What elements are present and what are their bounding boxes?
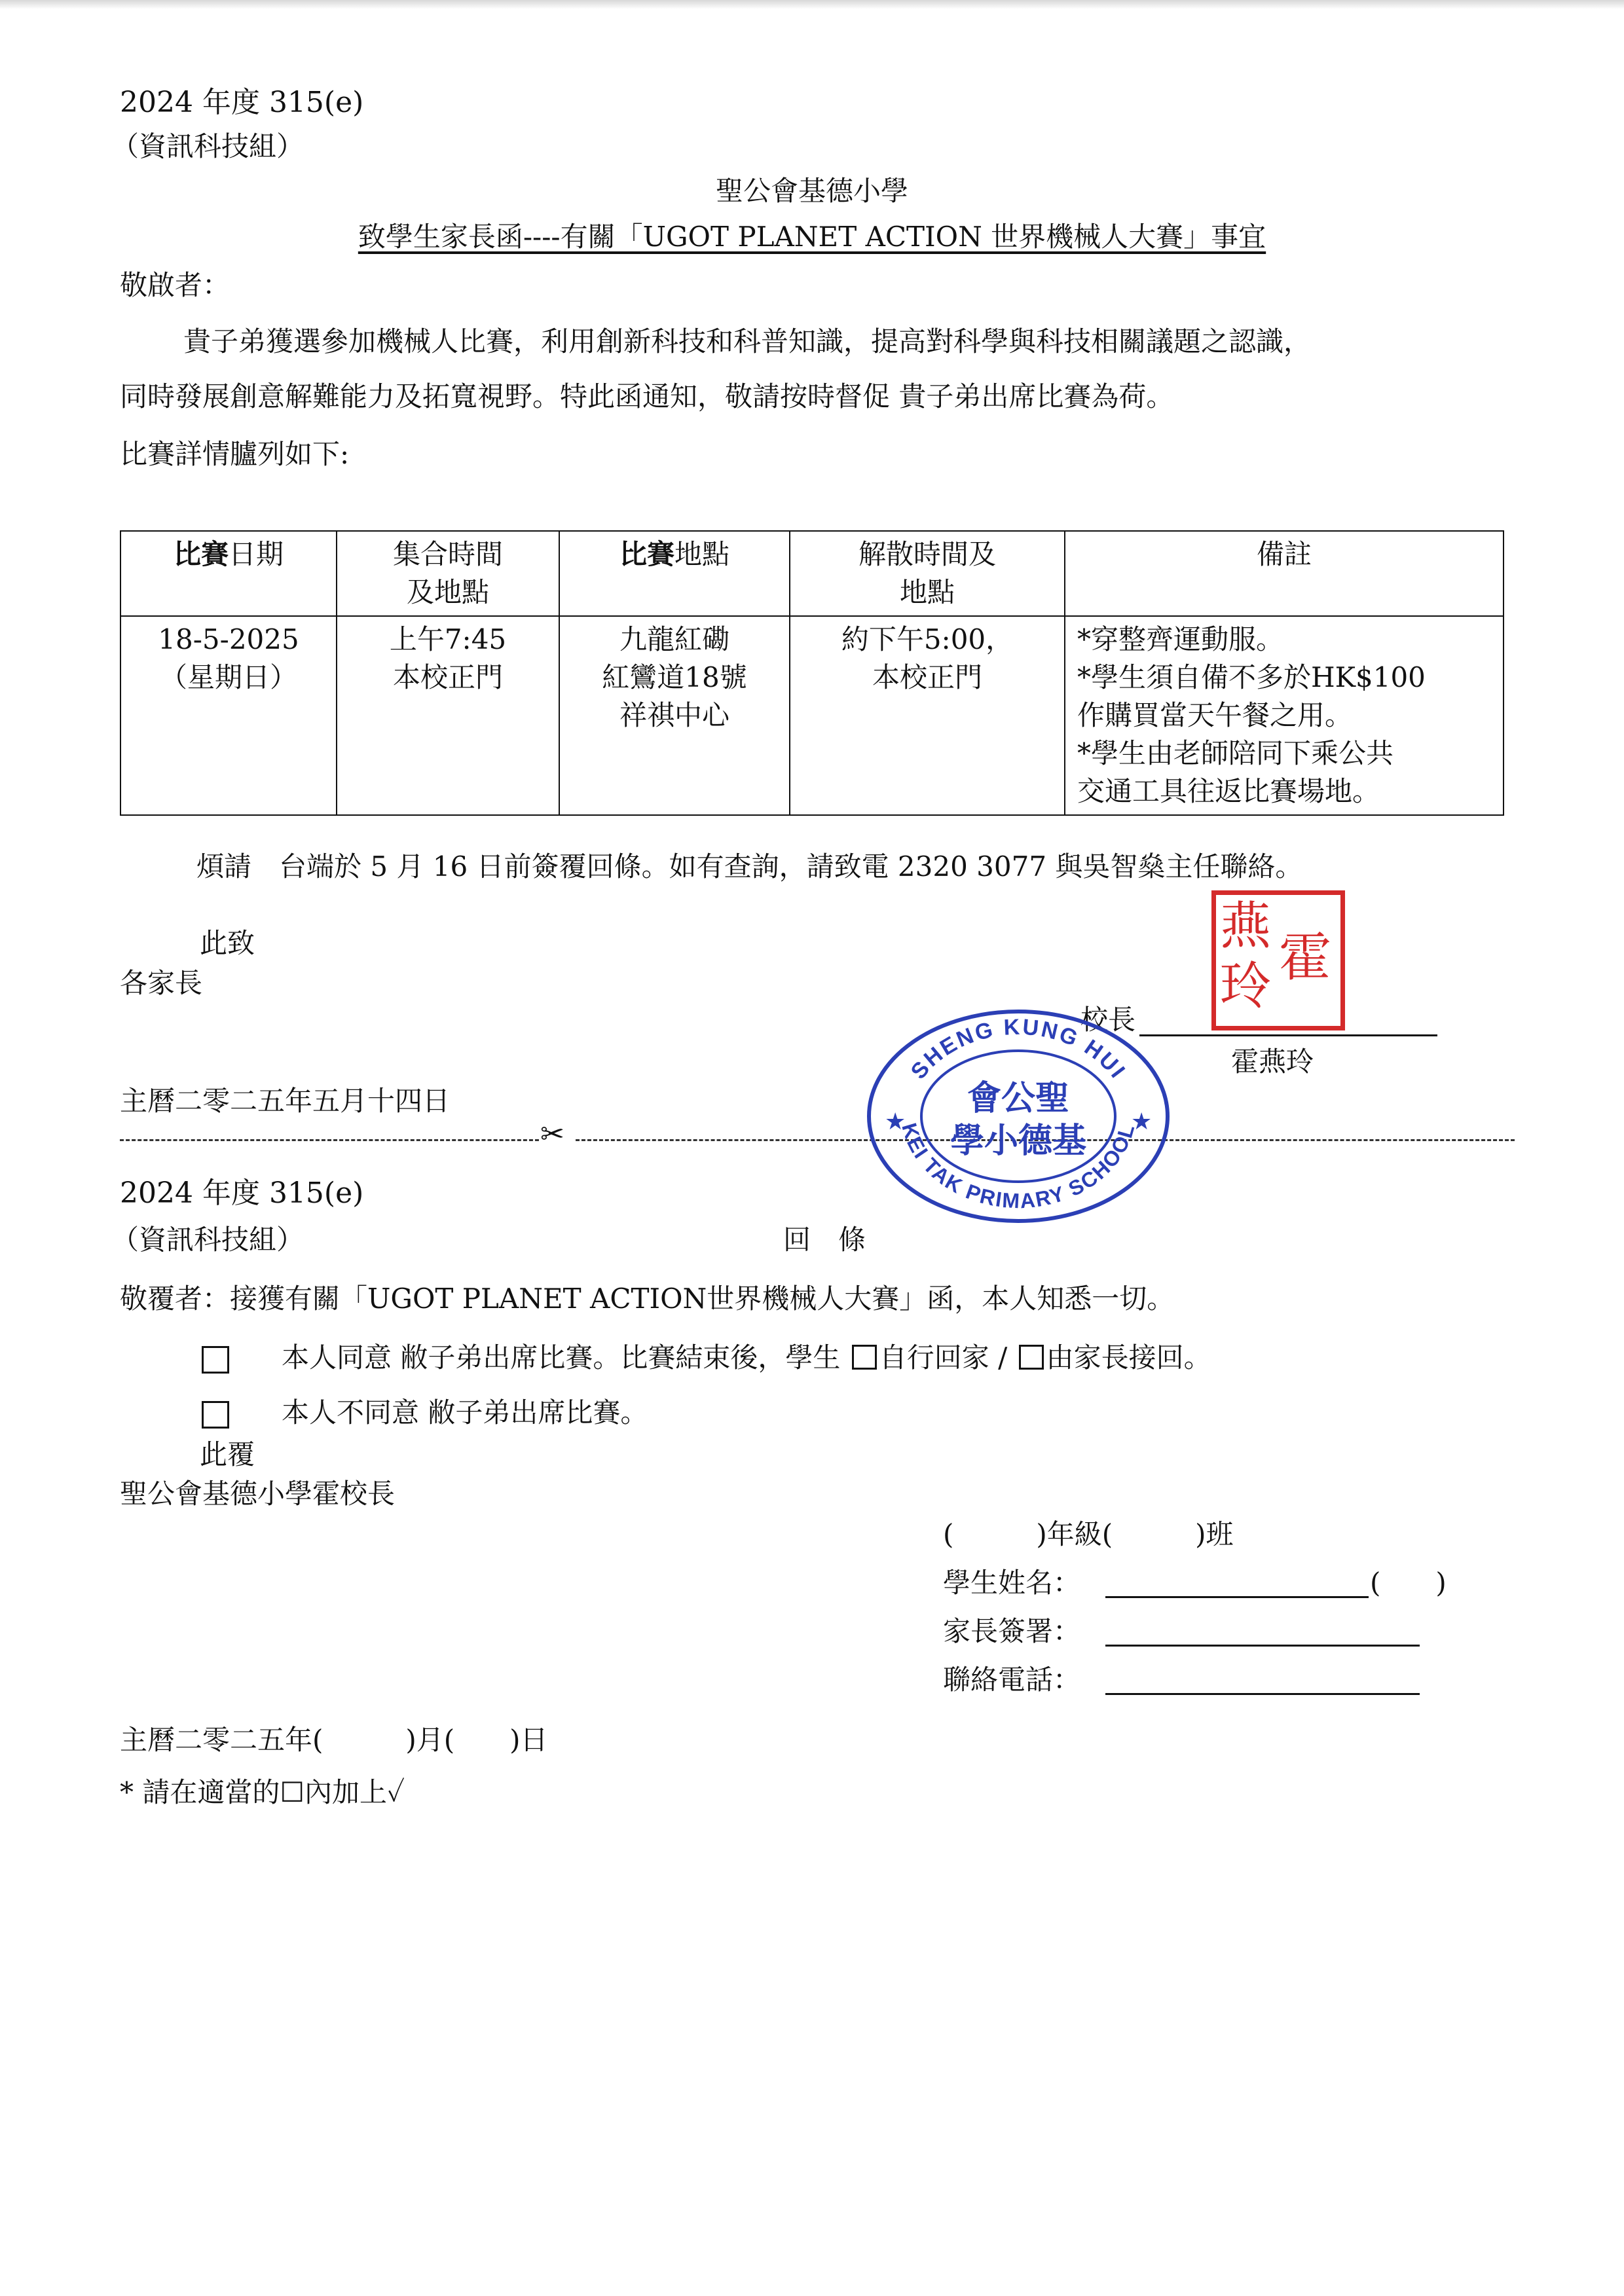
phone-field[interactable] bbox=[1105, 1693, 1420, 1695]
option-agree: 本人同意 敝子弟出席比賽。比賽結束後，學生 自行回家 / 由家長接回。 bbox=[282, 1341, 1211, 1374]
phone-label: 聯絡電話： bbox=[943, 1664, 1081, 1696]
letter-date: 主曆二零二五年五月十四日 bbox=[120, 1085, 451, 1117]
school-stamp bbox=[861, 1005, 1175, 1228]
header-date: 比賽日期 bbox=[120, 531, 337, 616]
cell-assembly: 上午7:45 本校正門 bbox=[337, 616, 559, 815]
closing-2: 各家長 bbox=[120, 967, 203, 999]
scissors-icon: ✂ bbox=[540, 1118, 564, 1151]
svg-text:SHENG KUNG HUI bbox=[906, 1015, 1131, 1084]
principal-name: 霍燕玲 bbox=[1231, 1046, 1314, 1078]
header-remarks: 備註 bbox=[1065, 531, 1504, 616]
reply-reference-number: 2024 年度 315(e) bbox=[120, 1176, 364, 1210]
student-number-field[interactable]: ( ) bbox=[1370, 1567, 1447, 1599]
header-assembly: 集合時間 及地點 bbox=[337, 531, 559, 616]
student-name-label: 學生姓名： bbox=[943, 1567, 1081, 1599]
table-header-row bbox=[120, 531, 1504, 616]
school-name: 聖公會基德小學 bbox=[715, 175, 908, 207]
self-return-checkbox[interactable] bbox=[852, 1345, 877, 1370]
details-intro: 比賽詳情臚列如下: bbox=[120, 438, 350, 470]
cell-date: 18-5-2025 （星期日） bbox=[120, 616, 337, 815]
stamp-star-right-icon: ★ bbox=[1131, 1108, 1153, 1135]
stamp-star-left-icon: ★ bbox=[885, 1108, 906, 1135]
student-name-field[interactable] bbox=[1105, 1596, 1369, 1598]
cell-venue: 九龍紅磡 紅鸞道18號 祥祺中心 bbox=[559, 616, 790, 815]
stamp-inner-2: 學小德基 bbox=[950, 1121, 1087, 1161]
stamp-top-text: SHENG KUNG HUI bbox=[906, 1014, 1131, 1084]
reply-closing-2: 聖公會基德小學霍校長 bbox=[120, 1478, 396, 1510]
table-row bbox=[120, 616, 1504, 815]
stamp-inner-1: 會公聖 bbox=[967, 1078, 1070, 1118]
acknowledgement: 敬覆者：接獲有關「UGOT PLANET ACTION世界機械人大賽」函，本人知悉一切。 bbox=[120, 1283, 1175, 1315]
paragraph-1: 貴子弟獲選參加機械人比賽，利用創新科技和科普知識，提高對科學與科技相關議題之認識， bbox=[183, 325, 1312, 357]
letter-subject: 致學生家長函----有關「UGOT PLANET ACTION 世界機械人大賽」事宜 bbox=[358, 221, 1266, 253]
stamp-bottom-text: KEI TAK PRIMARY SCHOOL bbox=[897, 1120, 1139, 1213]
tick-instruction: * 請在適當的☐內加上✓ bbox=[120, 1776, 405, 1808]
closing-1: 此致 bbox=[200, 927, 255, 959]
reference-number: 2024 年度 315(e) bbox=[120, 86, 364, 119]
disagree-checkbox[interactable] bbox=[202, 1401, 229, 1429]
header-venue: 比賽地點 bbox=[559, 531, 790, 616]
parent-signature-field[interactable] bbox=[1105, 1645, 1420, 1647]
department: （資訊科技組） bbox=[111, 130, 304, 162]
salutation: 敬啟者： bbox=[120, 269, 231, 301]
reply-date-line: 主曆二零二五年( )月( )日 bbox=[120, 1724, 548, 1756]
reply-request: 煩請 台端於 5 月 16 日前簽覆回條。如有查詢，請致電 2320 3077 與吳智燊主任聯絡。 bbox=[196, 850, 1303, 883]
parent-pickup-checkbox[interactable] bbox=[1019, 1345, 1044, 1370]
cell-remarks: *穿整齊運動服。 *學生須自備不多於HK$100 作購買當天午餐之用。 *學生由老師陪同下乘公共 交通工具往返比賽場地。 bbox=[1065, 616, 1504, 815]
reply-title: 回 條 bbox=[783, 1224, 866, 1256]
cell-dismissal: 約下午5:00， 本校正門 bbox=[790, 616, 1065, 815]
signature-line bbox=[1139, 1034, 1437, 1036]
reply-closing-1: 此覆 bbox=[200, 1438, 255, 1470]
principal-seal: 霍 燕 玲 bbox=[1211, 890, 1345, 1030]
parent-signature-label: 家長簽署： bbox=[943, 1615, 1081, 1647]
agree-checkbox[interactable] bbox=[202, 1346, 229, 1374]
reply-department: （資訊科技組） bbox=[111, 1224, 304, 1256]
option-disagree: 本人不同意 敝子弟出席比賽。 bbox=[282, 1396, 648, 1429]
principal-title: 校長 bbox=[1080, 1004, 1136, 1036]
header-dismissal: 解散時間及 地點 bbox=[790, 531, 1065, 616]
class-line: ( )年級( )班 bbox=[943, 1518, 1234, 1550]
scan-edge bbox=[0, 0, 1624, 9]
competition-details-table bbox=[120, 530, 1504, 816]
paragraph-2: 同時發展創意解難能力及拓寬視野。特此函通知，敬請按時督促 貴子弟出席比賽為荷。 bbox=[120, 380, 1174, 412]
